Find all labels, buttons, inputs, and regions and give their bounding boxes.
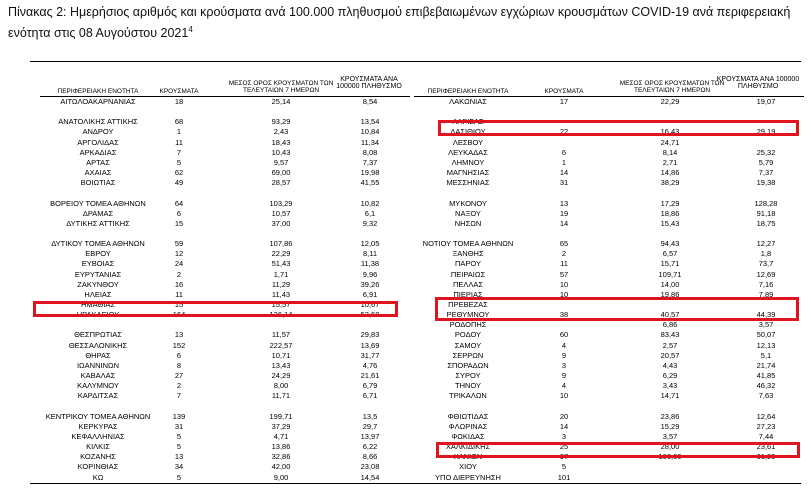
left-row-36-avg: 42,00 [271,462,291,472]
right-row-12-name: ΝΗΣΩΝ [454,218,482,228]
left-row-36-per: 23,08 [360,462,380,472]
left-row-11-avg: 10,57 [271,208,291,218]
right-row-35-per: 61,95 [756,452,776,462]
right-row-11-cases: 19 [559,208,569,218]
highlight-chanion [436,442,800,458]
right-row-5-name: ΛΕΥΚΑΔΑΣ [448,147,488,157]
right-row-0-avg: 22,29 [660,97,680,106]
left-row-12-cases: 15 [174,218,184,228]
left-row-16-per: 11,38 [360,259,380,269]
right-row-19-cases: 10 [559,289,569,299]
left-row-26-cases: 8 [176,360,182,370]
left-row-17-cases: 2 [176,269,182,279]
right-row-4-avg: 24,71 [660,137,680,147]
left-row-17-per: 9,96 [362,269,378,279]
top-rule [30,61,801,62]
left-row-12-name: ΔΥΤΙΚΗΣ ΑΤΤΙΚΗΣ [66,218,130,228]
left-row-36-cases: 34 [174,462,184,472]
right-row-24-name: ΣΑΜΟΥ [454,340,482,350]
right-row-34-per: 23,61 [756,442,776,452]
left-row-0-cases: 18 [174,97,184,106]
right-row-25-per: 5,1 [760,350,772,360]
left-row-17-avg: 1,71 [273,269,289,279]
left-row-10-cases: 64 [174,198,184,208]
right-row-28-name: ΤΗΝΟΥ [454,381,481,391]
left-row-21-cases: 164 [172,310,186,320]
left-row-35-per: 8,66 [362,452,378,462]
right-row-5-avg: 8,14 [662,147,678,157]
right-row-26-name: ΣΠΟΡΑΔΩΝ [447,360,489,370]
left-row-20-per: 10,67 [360,300,380,309]
right-row-3-name: ΛΑΣΙΘΙΟΥ [450,127,486,137]
right-row-25-avg: 20,57 [660,350,680,360]
right-row-22-name: ΡΟΔΟΠΗΣ [449,320,487,330]
left-row-35-cases: 13 [174,452,184,462]
left-row-21-name: ΗΡΑΚΛΕΙΟΥ [76,310,120,320]
left-row-7-avg: 69,00 [271,168,291,178]
right-row-5-per: 25,32 [756,147,776,157]
left-row-16-name: ΕΥΒΟΙΑΣ [81,259,115,269]
left-row-29-cases: 7 [176,391,182,401]
right-row-36-name: ΧΙΟΥ [459,462,477,472]
left-row-0-avg: 25,14 [271,97,291,106]
left-row-5-cases: 7 [176,147,182,157]
right-row-3-per: 29,19 [756,127,776,137]
left-row-6-avg: 9,57 [273,157,289,167]
header-avg-left: ΜΕΣΟΣ ΟΡΟΣ ΚΡΟΥΣΜΑΤΩΝ ΤΩΝ ΤΕΛΕΥΤΑΙΩΝ 7 ΗΜΕΡΩΝ [228,80,334,94]
left-row-15-name: ΕΒΡΟΥ [85,249,111,259]
right-row-16-per: 73,7 [758,259,774,269]
left-row-31-avg: 199,71 [269,411,293,421]
right-row-18-avg: 14,00 [660,279,680,289]
left-row-20-name: ΗΜΑΘΙΑΣ [80,300,116,309]
right-row-7-per: 7,37 [758,168,774,178]
right-row-33-avg: 3,57 [662,431,678,441]
right-row-10-per: 128,28 [754,198,778,208]
left-row-31-cases: 139 [172,411,186,421]
right-row-16-avg: 15,71 [660,259,680,269]
right-row-19-avg: 19,86 [660,289,680,299]
left-row-21-per: 53,68 [360,310,380,320]
right-row-8-cases: 31 [559,178,569,188]
header-cases-right: ΚΡΟΥΣΜΑΤΑ [544,88,584,95]
left-row-35-name: ΚΟΖΑΝΗΣ [80,452,116,462]
right-row-11-avg: 18,86 [660,208,680,218]
left-row-2-per: 13,54 [360,117,380,127]
table-title [8,4,808,42]
right-row-34-name: ΧΑΛΚΙΔΙΚΗΣ [445,442,491,452]
title-text: Πίνακας 2: Ημερήσιος αριθμός και κρούσματα ανά 100.000 πληθυσμού επιβεβαιωμένων εγχώριων κρουσμάτων COVID-19 ανά περιφερειακή ενότητα στις 08 Αυγούστου 2021 [8,5,791,41]
left-row-16-cases: 24 [174,259,184,269]
right-row-27-per: 41,85 [756,371,776,381]
left-row-27-name: ΚΑΒΑΛΑΣ [80,371,116,381]
right-row-27-name: ΣΥΡΟΥ [455,371,481,381]
right-row-16-cases: 11 [560,259,568,269]
right-row-12-cases: 14 [559,218,569,228]
left-row-20-avg: 15,57 [271,300,291,309]
left-row-4-cases: 11 [175,137,183,147]
left-row-32-per: 29,7 [362,421,378,431]
right-row-25-name: ΣΕΡΡΩΝ [452,350,484,360]
left-row-23-per: 29,83 [360,330,380,340]
left-row-4-per: 11,34 [360,137,380,147]
right-row-17-cases: 57 [559,269,569,279]
right-row-31-per: 12,64 [756,411,776,421]
left-row-8-name: ΒΟΙΩΤΙΑΣ [80,178,116,188]
right-row-33-name: ΦΩΚΙΔΑΣ [451,431,485,441]
right-row-34-cases: 25 [559,442,569,452]
header-avg-right: ΜΕΣΟΣ ΟΡΟΣ ΚΡΟΥΣΜΑΤΩΝ ΤΩΝ ΤΕΛΕΥΤΑΙΩΝ 7 ΗΜΕΡΩΝ [619,80,725,94]
right-row-10-cases: 13 [559,198,569,208]
right-row-20-name: ΠΡΕΒΕΖΑΣ [448,300,488,309]
left-row-19-cases: 11 [175,289,183,299]
left-row-26-name: ΙΩΑΝΝΙΝΩΝ [76,360,120,370]
right-row-29-per: 7,63 [758,391,774,401]
left-row-14-name: ΔΥΤΙΚΟΥ ΤΟΜΕΑ ΑΘΗΝΩΝ [51,239,145,249]
right-row-3-avg: 16,43 [660,127,680,137]
left-row-34-name: ΚΙΛΚΙΣ [86,442,110,452]
right-row-26-cases: 3 [561,360,567,370]
left-row-36-name: ΚΟΡΙΝΘΙΑΣ [77,462,119,472]
right-row-6-cases: 1 [561,157,567,167]
right-row-11-name: ΝΑΞΟΥ [455,208,481,218]
right-row-24-cases: 4 [561,340,567,350]
left-row-29-name: ΚΑΡΔΙΤΣΑΣ [77,391,119,401]
right-row-8-per: 19,38 [756,178,776,188]
left-row-6-cases: 5 [176,157,182,167]
right-row-24-avg: 2,57 [662,340,678,350]
left-row-28-avg: 8,00 [273,381,289,391]
left-row-28-cases: 2 [176,381,182,391]
highlight-rethymnou [435,297,799,321]
left-row-23-name: ΘΕΣΠΡΩΤΙΑΣ [74,330,122,340]
left-row-14-per: 12,05 [360,239,380,249]
left-row-2-name: ΑΝΑΤΟΛΙΚΗΣ ΑΤΤΙΚΗΣ [58,117,138,127]
left-row-25-cases: 6 [176,350,182,360]
right-row-19-per: 7,89 [758,289,774,299]
left-row-17-name: ΕΥΡΥΤΑΝΙΑΣ [74,269,122,279]
right-row-12-avg: 15,43 [660,218,680,228]
right-row-35-cases: 97 [559,452,569,462]
right-row-14-avg: 94,43 [660,239,680,249]
bottom-rule [30,483,801,484]
left-row-4-avg: 18,43 [271,137,291,147]
left-row-26-avg: 13,43 [271,360,291,370]
left-row-34-per: 6,22 [362,442,378,452]
right-row-25-cases: 9 [561,350,567,360]
left-row-0-name: ΑΙΤΩΛΟΑΚΑΡΝΑΝΙΑΣ [60,97,136,106]
header-per-left: ΚΡΟΥΣΜΑΤΑ ΑΝΑ 100000 ΠΛΗΘΥΣΜΟ [336,76,402,90]
right-row-16-name: ΠΑΡΟΥ [454,259,481,269]
right-row-21-cases: 38 [559,310,569,320]
left-row-14-cases: 59 [174,239,184,249]
right-row-15-avg: 6,57 [662,249,678,259]
right-row-15-name: ΞΑΝΘΗΣ [452,249,484,259]
right-row-23-per: 50,07 [756,330,776,340]
right-row-8-avg: 38,29 [660,178,680,188]
right-row-26-per: 21,74 [756,360,776,370]
right-row-15-cases: 2 [561,249,567,259]
right-row-0-name: ΛΑΚΩΝΙΑΣ [449,97,487,106]
left-row-28-name: ΚΑΛΥΜΝΟΥ [77,381,119,391]
left-row-12-avg: 37,00 [271,218,291,228]
left-row-35-avg: 32,86 [271,452,291,462]
left-row-19-per: 6,91 [362,289,378,299]
left-row-0-per: 8,54 [362,97,378,106]
right-row-17-per: 12,69 [756,269,776,279]
left-row-32-avg: 37,29 [271,421,291,431]
left-row-37-cases: 5 [176,472,182,482]
left-row-25-per: 31,77 [360,350,380,360]
left-row-15-cases: 12 [174,249,184,259]
right-row-27-avg: 6,29 [662,371,678,381]
right-row-32-avg: 15,29 [660,421,680,431]
right-row-32-cases: 14 [559,421,569,431]
left-row-5-per: 8,08 [362,147,378,157]
left-row-34-cases: 5 [176,442,182,452]
left-row-7-per: 19,98 [360,168,380,178]
left-row-27-per: 21,61 [360,371,380,381]
right-row-2-name: ΛΑΡΙΣΑΣ [452,117,484,127]
left-row-33-cases: 5 [176,431,182,441]
right-row-18-per: 7,16 [758,279,774,289]
left-row-37-name: ΚΩ [92,472,104,482]
right-row-37-name: ΥΠΟ ΔΙΕΡΕΥΝΗΣΗ [435,472,501,482]
right-row-0-per: 19,07 [756,97,776,106]
right-row-19-name: ΠΙΕΡΙΑΣ [453,289,483,299]
left-row-25-avg: 10,71 [271,350,291,360]
right-row-15-per: 1,8 [760,249,772,259]
left-row-6-per: 7,37 [362,157,378,167]
left-row-20-cases: 15 [174,300,184,309]
right-row-32-name: ΦΛΩΡΙΝΑΣ [448,421,488,431]
right-row-35-name: ΧΑΝΙΩΝ [453,452,483,462]
right-row-7-avg: 14,86 [660,168,680,178]
left-row-31-name: ΚΕΝΤΡΙΚΟΥ ΤΟΜΕΑ ΑΘΗΝΩΝ [45,411,151,421]
left-row-24-name: ΘΕΣΣΑΛΟΝΙΚΗΣ [68,340,128,350]
right-row-33-cases: 3 [561,431,567,441]
right-row-32-per: 27,23 [756,421,776,431]
left-row-24-avg: 222,57 [269,340,293,350]
left-row-19-avg: 11,43 [271,289,291,299]
right-row-24-per: 12,13 [756,340,776,350]
right-row-10-name: ΜΥΚΟΝΟΥ [449,198,487,208]
right-row-4-name: ΛΕΣΒΟΥ [452,137,484,147]
right-row-37-cases: 101 [557,472,571,482]
header-region-left: ΠΕΡΙΦΕΡΕΙΑΚΗ ΕΝΟΤΗΤΑ [57,88,139,95]
left-row-18-avg: 11,29 [271,279,291,289]
left-row-10-per: 10,82 [360,198,380,208]
right-row-23-name: ΡΟΔΟΥ [454,330,482,340]
left-row-6-name: ΑΡΤΑΣ [86,157,110,167]
left-row-32-cases: 31 [174,421,184,431]
left-row-21-avg: 136,14 [269,310,293,320]
left-row-18-name: ΖΑΚΥΝΘΟΥ [77,279,119,289]
right-row-22-avg: 6,86 [662,320,678,330]
left-row-16-avg: 51,43 [271,259,291,269]
left-row-11-cases: 6 [176,208,182,218]
left-row-37-per: 14,54 [360,472,380,482]
left-row-2-cases: 68 [174,117,184,127]
right-row-28-avg: 3,43 [662,381,678,391]
right-row-31-cases: 20 [559,411,569,421]
left-row-10-name: ΒΟΡΕΙΟΥ ΤΟΜΕΑ ΑΘΗΝΩΝ [50,198,146,208]
left-row-29-per: 6,71 [362,391,378,401]
left-row-31-per: 13,5 [362,411,378,421]
left-row-27-avg: 24,29 [271,371,291,381]
header-cases-left: ΚΡΟΥΣΜΑΤΑ [159,88,199,95]
left-row-33-per: 13,97 [360,431,380,441]
right-row-23-avg: 83,43 [660,330,680,340]
title-footnote: 4 [188,25,193,34]
left-row-7-cases: 62 [174,168,184,178]
right-row-6-avg: 2,71 [662,157,678,167]
right-row-18-cases: 10 [559,279,569,289]
right-row-21-avg: 40,57 [660,310,680,320]
right-row-3-cases: 22 [559,127,569,137]
right-row-8-name: ΜΕΣΣΗΝΙΑΣ [446,178,490,188]
left-row-3-per: 10,84 [360,127,380,137]
left-row-8-cases: 49 [174,178,184,188]
right-row-29-name: ΤΡΙΚΑΛΩΝ [449,391,487,401]
right-row-31-name: ΦΘΙΩΤΙΔΑΣ [447,411,489,421]
right-row-11-per: 91,18 [756,208,776,218]
right-row-14-name: ΝΟΤΙΟΥ ΤΟΜΕΑ ΑΘΗΝΩΝ [422,239,514,249]
right-row-6-per: 5,79 [758,157,774,167]
right-row-23-cases: 60 [559,330,569,340]
right-row-7-name: ΜΑΓΝΗΣΙΑΣ [446,168,490,178]
right-row-12-per: 18,75 [756,218,776,228]
left-row-28-per: 6,79 [362,381,378,391]
left-row-8-per: 41,55 [360,178,380,188]
left-row-15-per: 8,11 [362,249,378,259]
highlight-lasithiou [438,120,799,136]
right-row-21-name: ΡΕΘΥΜΝΟΥ [446,310,490,320]
right-row-7-cases: 14 [559,168,569,178]
right-row-6-name: ΛΗΜΝΟΥ [451,157,485,167]
right-row-29-avg: 14,71 [660,391,680,401]
left-row-27-cases: 27 [174,371,184,381]
right-row-14-per: 12,27 [756,239,776,249]
left-row-34-avg: 13,86 [271,442,291,452]
right-row-35-avg: 106,00 [658,452,682,462]
right-row-14-cases: 65 [559,239,569,249]
left-row-23-cases: 13 [174,330,184,340]
right-row-22-per: 3,57 [758,320,774,330]
right-row-28-cases: 4 [561,381,567,391]
left-row-23-avg: 11,57 [271,330,291,340]
left-row-12-per: 9,32 [362,218,378,228]
left-row-24-per: 13,69 [360,340,380,350]
right-row-10-avg: 17,29 [660,198,680,208]
highlight-irakleiou [33,301,398,320]
right-row-26-avg: 4,43 [662,360,678,370]
right-row-0-cases: 17 [559,97,569,106]
left-row-5-name: ΑΡΚΑΔΙΑΣ [79,147,117,157]
right-row-33-per: 7,44 [758,431,774,441]
right-row-17-avg: 109,71 [658,269,682,279]
left-row-33-avg: 4,71 [273,431,289,441]
left-row-3-cases: 1 [176,127,182,137]
header-per-right: ΚΡΟΥΣΜΑΤΑ ΑΝΑ 100000 ΠΛΗΘΥΣΜΟ [716,76,800,90]
right-row-28-per: 46,32 [756,381,776,391]
left-row-18-cases: 16 [174,279,184,289]
right-row-27-cases: 9 [561,371,567,381]
left-row-29-avg: 11,71 [271,391,291,401]
left-row-33-name: ΚΕΦΑΛΛΗΝΙΑΣ [71,431,125,441]
left-row-2-avg: 93,29 [271,117,291,127]
left-row-4-name: ΑΡΓΟΛΙΔΑΣ [77,137,119,147]
left-row-15-avg: 22,29 [271,249,291,259]
right-row-21-per: 44,39 [756,310,776,320]
left-row-25-name: ΘΗΡΑΣ [85,350,111,360]
left-row-5-avg: 10,43 [271,147,291,157]
right-row-34-avg: 28,00 [660,442,680,452]
right-row-18-name: ΠΕΛΛΑΣ [452,279,484,289]
left-row-19-name: ΗΛΕΙΑΣ [84,289,112,299]
left-row-8-avg: 28,57 [271,178,291,188]
right-row-5-cases: 6 [561,147,567,157]
left-row-10-avg: 103,29 [269,198,293,208]
right-row-29-cases: 10 [559,391,569,401]
left-row-11-name: ΔΡΑΜΑΣ [82,208,114,218]
left-row-24-cases: 152 [172,340,186,350]
right-row-31-avg: 23,86 [660,411,680,421]
left-row-32-name: ΚΕΡΚΥΡΑΣ [78,421,118,431]
left-row-3-name: ΑΝΔΡΟΥ [82,127,114,137]
left-row-7-name: ΑΧΑΙΑΣ [84,168,112,178]
right-row-17-name: ΠΕΙΡΑΙΩΣ [450,269,486,279]
left-row-14-avg: 107,86 [269,239,293,249]
left-row-11-per: 6,1 [364,208,376,218]
header-region-right: ΠΕΡΙΦΕΡΕΙΑΚΗ ΕΝΟΤΗΤΑ [427,88,509,95]
left-row-18-per: 39,26 [360,279,380,289]
left-row-3-avg: 2,43 [273,127,289,137]
right-row-36-cases: 5 [561,462,567,472]
left-row-26-per: 4,76 [362,360,378,370]
left-row-37-avg: 9,00 [273,472,289,482]
